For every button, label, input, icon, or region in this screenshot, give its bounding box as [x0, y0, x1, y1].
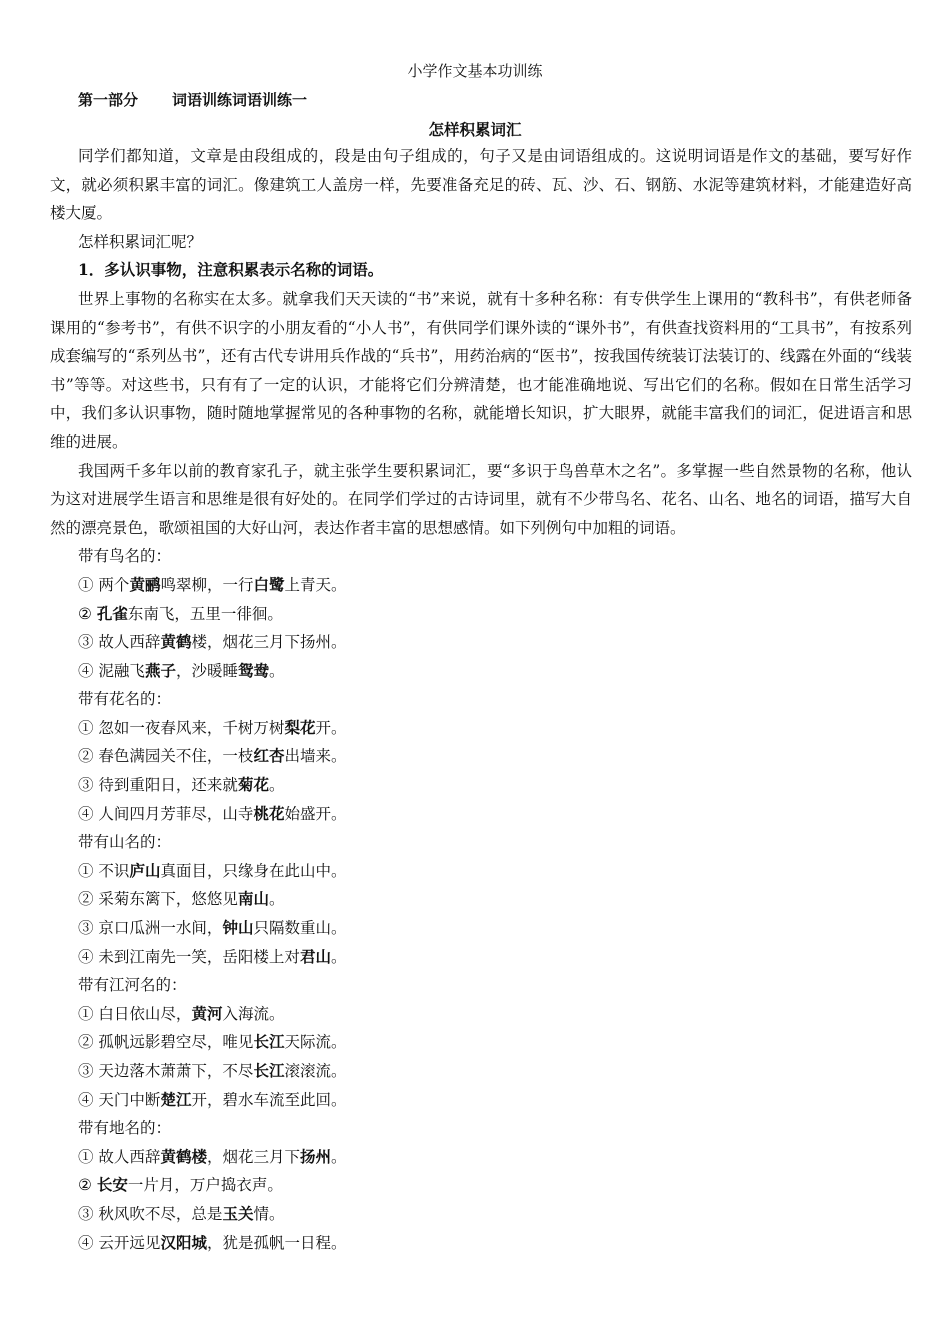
example-text: ③ 待到重阳日，还来就 — [78, 776, 238, 795]
document-title: 小学作文基本功训练 — [407, 62, 543, 80]
example-text: 滚滚流。 — [284, 1062, 347, 1080]
example-text: ① 不识 — [78, 861, 130, 880]
group-label: 带有花名的： — [78, 690, 172, 709]
example-text: 出墙来。 — [284, 747, 347, 766]
example-text: 。 — [268, 890, 285, 909]
document-body — [50, 142, 912, 1257]
example-text: ④ 人间四月芳菲尽，山寺 — [78, 804, 254, 823]
example-text: ① 两个 — [78, 575, 130, 594]
example-text: ，烟花三月下 — [206, 1147, 300, 1166]
bold-name-word: 南山 — [237, 889, 269, 909]
bold-name-word: 玉关 — [222, 1203, 254, 1223]
example-text: ② — [78, 1176, 97, 1195]
example-text: 开，碧水车流至此回。 — [191, 1090, 347, 1109]
bold-name-word: 钟山 — [222, 918, 254, 938]
bold-name-word: 黄河 — [191, 1003, 223, 1023]
example-line — [50, 1057, 912, 1086]
example-line — [50, 714, 912, 743]
example-text: ① 故人西辞 — [78, 1147, 161, 1166]
group-label: 带有鸟名的： — [78, 547, 172, 566]
example-text: 入海流。 — [222, 1004, 285, 1023]
example-text: ，沙暖睡 — [175, 661, 238, 680]
example-line — [50, 657, 912, 686]
group-label: 带有山名的： — [78, 833, 172, 852]
example-text: ① 白日依山尽， — [78, 1004, 192, 1023]
example-line — [50, 1171, 912, 1200]
example-line — [50, 771, 912, 800]
question-line: 怎样积累词汇呢？ — [78, 232, 203, 251]
bold-name-word: 红杏 — [253, 746, 285, 766]
example-text: 。 — [268, 661, 285, 680]
example-text: ① 忽如一夜春风来，千树万树 — [78, 718, 285, 737]
example-text: 。 — [330, 1147, 347, 1166]
example-text: 。 — [268, 776, 285, 795]
example-line — [50, 1028, 912, 1057]
example-text: 开。 — [315, 718, 347, 737]
bold-name-word: 梨花 — [284, 717, 316, 737]
example-text: ④ 泥融飞 — [78, 661, 145, 680]
example-text: ② — [78, 604, 97, 623]
example-line — [50, 571, 912, 600]
group-label: 带有地名的： — [78, 1119, 172, 1138]
example-text: ③ 故人西辞 — [78, 633, 161, 652]
part-heading — [78, 89, 307, 110]
bold-name-word: 长安 — [96, 1175, 128, 1195]
example-line — [50, 1086, 912, 1115]
bold-name-word: 长江 — [253, 1032, 285, 1052]
example-text: 天际流。 — [284, 1033, 347, 1052]
example-line — [50, 1229, 912, 1258]
section-title — [0, 118, 950, 140]
bold-name-word: 桃花 — [253, 803, 285, 823]
example-text: 上青天。 — [284, 575, 347, 594]
example-line — [50, 1200, 912, 1229]
confucius-paragraph: 我国两千多年以前的教育家孔子，就主张学生要积累词汇，要“多识于鸟兽草木之名”。多掌握一些自然景物的名称，他认为这对进展学生语言和思维是很有好处的。在同学们学过的古诗词里，就有不少带鸟名、花名、山名、地名的词语，描写大自然的漂亮景色，歌颂祖国的大好山河，表达作者丰富的思想感情。如下列例句中加粗的词语。 — [50, 461, 912, 537]
example-text: 鸣翠柳，一行 — [160, 575, 254, 594]
bold-name-word: 汉阳城 — [160, 1232, 207, 1252]
bold-name-word: 楚江 — [160, 1089, 192, 1109]
example-text: 。 — [330, 947, 347, 966]
bold-name-word: 长江 — [253, 1061, 285, 1080]
example-text: 真面目，只缘身在此山中。 — [160, 861, 347, 880]
bold-name-word: 黄鹤楼 — [160, 1146, 207, 1166]
bold-name-word: 庐山 — [129, 860, 161, 880]
intro-paragraph: 同学们都知道，文章是由段组成的，段是由句子组成的，句子又是由词语组成的。这说明词语是作文的基础，要写好作文，就必须积累丰富的词汇。像建筑工人盖房一样，先要准备充足的砖、瓦、沙、石、钢筋、水泥等建筑材料，才能建造好高楼大厦。 — [50, 147, 912, 223]
example-line — [50, 914, 912, 943]
bold-name-word: 孔雀 — [96, 603, 128, 623]
example-text: ④ 未到江南先一笑，岳阳楼上对 — [78, 947, 300, 966]
example-line — [50, 742, 912, 771]
example-line — [50, 628, 912, 657]
bold-name-word: 扬州 — [299, 1146, 331, 1166]
bold-name-word: 君山 — [299, 946, 331, 966]
group-label: 带有江河名的： — [78, 976, 187, 995]
example-line — [50, 600, 912, 629]
section-title-text: 怎样积累词汇 — [428, 120, 522, 139]
bold-name-word: 鸳鸯 — [237, 660, 269, 680]
example-line — [50, 1143, 912, 1172]
example-text: ③ 天边落木萧萧下，不尽 — [78, 1062, 254, 1080]
example-line — [50, 885, 912, 914]
example-text: ，犹是孤帆一日程。 — [206, 1233, 347, 1252]
bold-name-word: 白鹭 — [253, 574, 285, 594]
example-text: ④ 云开远见 — [78, 1233, 161, 1252]
example-groups — [50, 542, 912, 1257]
example-text: ② 孤帆远影碧空尽，唯见 — [78, 1033, 254, 1052]
example-text: 一片月，万户捣衣声。 — [127, 1176, 283, 1195]
example-text: 楼，烟花三月下扬州。 — [191, 633, 347, 652]
bold-name-word: 黄鹂 — [129, 574, 161, 594]
example-text: ③ 京口瓜洲一水间， — [78, 919, 223, 938]
example-text: ④ 天门中断 — [78, 1090, 161, 1109]
example-text: 情。 — [253, 1204, 285, 1223]
books-paragraph: 世界上事物的名称实在太多。就拿我们天天读的“书”来说，就有十多种名称：有专供学生上课用的“教科书”，有供老师备课用的“参考书”，有供不识字的小朋友看的“小人书”，有供同学们课外读的“课外书”，有供查找资料用的“工具书”，有按系列成套编写的“系列丛书”，还有古代专讲用兵作战的“兵书”，用药治病的“医书”，按我国传统装订法装订的、线露在外面的“线装书”等等。对这些书，只有有了一定的认识，才能将它们分辨清楚，也才能准确地说、写出它们的名称。假如在日常生活学习中，我们多认识事物，随时随地掌握常见的各种事物的名称，就能增长知识，扩大眼界，就能丰富我们的词汇，促进语言和思维的进展。 — [50, 289, 912, 451]
part-label: 第一部分 — [78, 91, 139, 109]
example-text: ② 春色满园关不住，一枝 — [78, 747, 254, 766]
bold-name-word: 菊花 — [237, 775, 269, 795]
example-text: ③ 秋风吹不尽，总是 — [78, 1204, 223, 1223]
example-text: 始盛开。 — [284, 804, 347, 823]
bold-name-word: 燕子 — [144, 660, 176, 680]
example-line — [50, 800, 912, 829]
bold-name-word: 黄鹤 — [160, 632, 192, 652]
example-line — [50, 943, 912, 972]
example-text: 只隔数重山。 — [253, 919, 347, 938]
part-name: 词语训练词语训练一 — [172, 91, 308, 109]
point-heading: 1．多认识事物，注意积累表示名称的词语。 — [78, 260, 384, 280]
example-text: 东南飞，五里一徘徊。 — [127, 604, 283, 623]
example-text: ② 采菊东篱下，悠悠见 — [78, 890, 238, 909]
example-line — [50, 1000, 912, 1029]
example-line — [50, 857, 912, 886]
